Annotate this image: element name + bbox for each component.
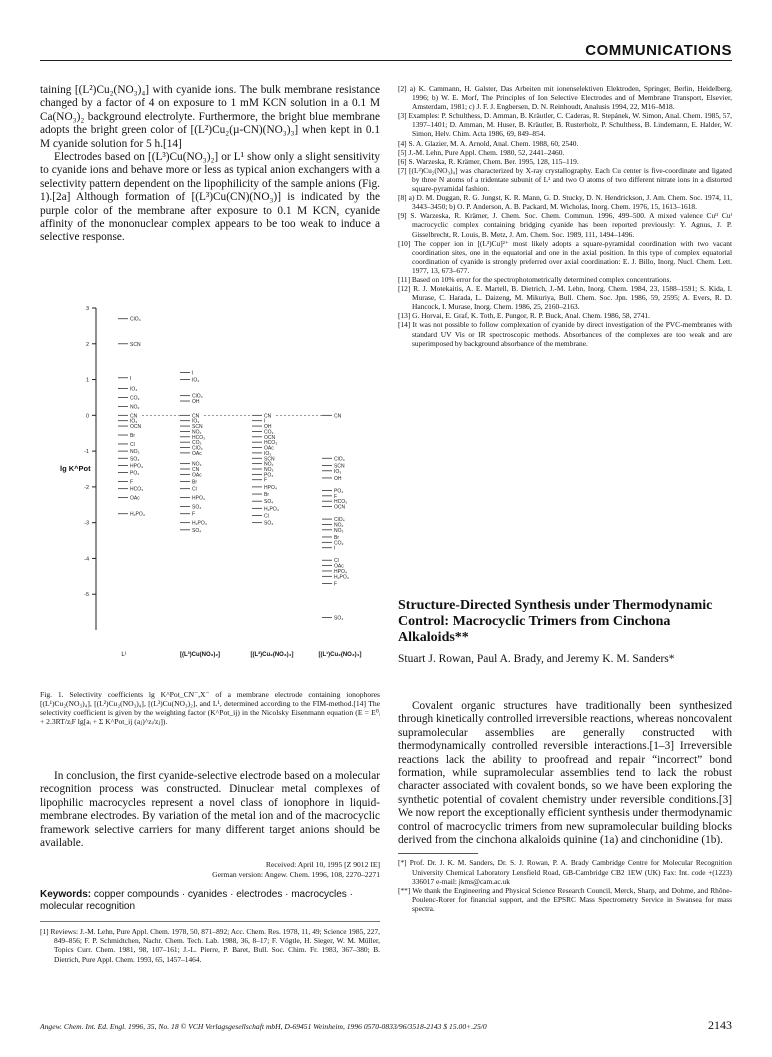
data-point-label: HCO₃: [264, 440, 278, 447]
y-tick-label: -5: [84, 592, 89, 599]
data-point-label: Br: [192, 479, 197, 486]
data-point-label: OAc: [264, 445, 274, 452]
data-point-label: SCN: [334, 463, 345, 470]
data-point-label: HPO₄: [334, 568, 347, 575]
data-point-label: IO₃: [264, 450, 272, 457]
footnote-authors: [*] Prof. Dr. J. K. M. Sanders, Dr. S. J. Rowan, P. A. Brady Cambridge Centre for Molecular Recognition University Chemical Laboratory Lensfield Road, GB-Cambridge CB2 1EW (UK) Fax: Int. code +(1223) 336017 e-mail: jkms@cam.ac.uk: [398, 858, 732, 886]
y-tick-label: -3: [84, 520, 89, 527]
received-date: Received: April 10, 1995 [Z 9012 IE]: [265, 860, 380, 870]
data-point-label: OH: [264, 424, 272, 431]
data-point-label: SCN: [192, 424, 203, 431]
keywords-label: Keywords:: [40, 889, 92, 901]
data-point-label: Br: [130, 433, 135, 440]
y-tick-label: 2: [85, 341, 89, 348]
data-point-label: SO₄: [192, 504, 202, 511]
data-point-label: IO₃: [130, 418, 138, 425]
reference-14: [14] It was not possible to follow complexation of cyanide by direct investigation of the PVC-membranes with standard UV Vis or IR spectroscopic methods. Absorbances of the complexes are too weak and are superimposed by background absorbance of the membrane.: [398, 320, 732, 348]
figure-1-chart: [60, 300, 380, 668]
data-point-label: I: [334, 545, 336, 552]
data-point-label: ClO₄: [334, 517, 345, 524]
left-paragraph-2: Electrodes based on [(L³)Cu(NO₃)₂] or L¹ show only a slight sensitivity to cyanide ions and behave more or less as typical anion exchangers with a selectivity pattern dependent on the lipophilicity of the sample anions (Fig. 1).[2a] Although formation of [(L³)Cu(CN)(NO₃)] is indicated by the purple color of the membrane after exposure to 0.1 M KCN, cyanide affinity of the mononuclear complex appears to be too weak to induce a selective response.: [40, 151, 380, 244]
y-tick-label: -1: [84, 449, 89, 456]
category-label: [(L³)Cu(NO₃)₂]: [179, 652, 221, 658]
left-paragraph-1: taining [(L²)Cu₂(NO₃)₄] with cyanide ions. The bulk membrane resistance changed by a factor of 4 on exposure to 1 mM KCN solution in a 0.1 M Ca(NO₃)₂ background electrolyte. Furthermore, the bright blue membrane adopts the bright green color of [(L²)Cu₂(µ-CN)(NO₃)₃] when kept in 0.1 M cyanide solution for 5 h.[14]: [40, 84, 380, 150]
data-point-label: SCN: [130, 341, 141, 348]
data-point-label: Cl: [130, 441, 135, 448]
keywords-text: copper compounds · cyanides · electrodes · macrocycles · molecular recognition: [40, 889, 353, 913]
reference-8: [8] a) D. M. Duggan, R. G. Jungst, K. R. Mann, G. D. Stucky, D. N. Hendrickson, J. Am. Chem. Soc. 1974, 11, 3443–3450; b) O. P. Anderson, A. B. Packard, M. Wicholas, Inorg. Chem. 1976, 15, 1613–1618.: [398, 193, 732, 212]
reference-12: [12] R. J. Motekaitis, A. E. Martell, B. Dietrich, J.-M. Lehn, Inorg. Chem. 1984, 23, 1588–1591; S. Kida, I. Murase, C. Harada, L. Daizeng, M. Mikuriya, Bull. Chem. Soc. Jpn. 1986, 59, 2595; A. Evers, R. D. Hancock, I. Murase, Inorg. Chem. 1986, 25, 2160–2163.: [398, 284, 732, 312]
data-point-label: ClO₄: [192, 445, 203, 452]
journal-section-header: COMMUNICATIONS: [585, 42, 732, 59]
right-references: [398, 84, 732, 348]
data-point-label: NO₂: [334, 522, 344, 529]
y-tick-label: 3: [85, 306, 89, 312]
data-point-label: NO₃: [334, 527, 344, 534]
article-header: [398, 598, 732, 666]
data-point-label: CN: [334, 413, 342, 420]
category-label: [(L²)Cu₂(NO₃)₄]: [250, 652, 294, 658]
data-point-label: F: [334, 581, 338, 588]
data-point-label: CO₃: [192, 440, 202, 447]
data-point-label: CN: [192, 467, 200, 473]
data-point-label: IO₄: [130, 386, 138, 393]
reference-11: [11] Based on 10% error for the spectrophotometrically determined complex concentrations.: [398, 274, 672, 284]
data-point-label: Cl: [334, 558, 339, 565]
data-point-label: CN: [192, 413, 200, 420]
left-column-lower: [40, 770, 380, 964]
data-point-label: CN: [264, 413, 272, 420]
keywords-line: [40, 889, 380, 913]
data-point-label: ClO₄: [130, 316, 141, 323]
data-point-label: NO₃: [264, 467, 274, 473]
data-point-label: F: [334, 493, 338, 500]
header-rule: [40, 60, 732, 61]
data-point-label: NO₃: [130, 449, 140, 456]
y-tick-label: -2: [84, 484, 89, 491]
data-point-label: OH: [334, 475, 342, 482]
data-point-label: NO₂: [130, 404, 140, 411]
data-point-label: F: [192, 511, 196, 518]
reference-9: [9] S. Warzeska, R. Krämer, J. Chem. Soc. Chem. Commun. 1996, 499–500. A mixed valence Cuᴵᴵ Cuᴵ macrocyclic complex containing bridging cyanide has been reported previously: Y. Agnus, J. P. Gisselbrecht, R. Louis, B. Metz, J. Am. Chem. Soc. 1989, 111, 1494–1496.: [398, 211, 732, 239]
keywords-rule: [40, 921, 380, 922]
data-point-label: HCO₃: [334, 499, 348, 506]
data-point-label: PO₄: [334, 488, 344, 495]
data-point-label: Br: [264, 492, 269, 499]
data-point-label: H₂PO₄: [334, 574, 349, 581]
data-point-label: NO₂: [264, 461, 274, 468]
data-point-label: H₂PO₄: [192, 520, 207, 527]
data-point-label: CO₃: [334, 540, 344, 547]
page-footer-citation: Angew. Chem. Int. Ed. Engl. 1996, 35, No. 18 © VCH Verlagsgesellschaft mbH, D-69451 Weinheim, 1996 0570-0833/96/3518-2143 $ 15.00+.25/0: [40, 1022, 487, 1031]
data-point-label: IO₄: [192, 377, 200, 384]
data-point-label: OCN: [334, 504, 346, 511]
data-point-label: CN: [130, 413, 138, 420]
data-point-label: SCN: [264, 456, 275, 463]
data-point-label: Cl: [264, 513, 269, 520]
data-point-label: NO₂: [192, 429, 202, 436]
y-tick-label: -4: [84, 556, 89, 563]
footnote-acknowledgment: [**] We thank the Engineering and Physical Science Research Council, Merck, Sharp, and Dohme, and Rhône-Poulenc-Rorer for financial support, and the EPSRC Mass Spectrometry Service in Swansea for mass spectra.: [398, 885, 732, 913]
reference-10: [10] The copper ion in [(L³)Cu]²⁺ most likely adopts a square-pyramidal coordination with two vacant coordination sites, one in the equatorial and one in the axial position. In this type of complex equatorial coordination of cyanide is strongly preferred over axial coordination: E. J. Billo, Inorg. Nucl. Chem. Lett. 1977, 13, 673–677.: [398, 238, 732, 275]
reference-6: [6] S. Warzeska, R. Krämer, Chem. Ber. 1995, 128, 115–119.: [398, 156, 579, 166]
category-label: [(L¹)Cu₂(NO₃)₄]: [318, 652, 362, 658]
data-point-label: OAc: [192, 472, 202, 479]
reference-4: [4] S. A. Glazier, M. A. Arnold, Anal. Chem. 1988, 60, 2540.: [398, 138, 579, 148]
data-point-label: SO₄: [192, 527, 202, 534]
data-point-label: PO₄: [130, 470, 140, 477]
left-paragraph-conclusion: In conclusion, the first cyanide-selective electrode based on a molecular recognition process was constructed. Dinuclear metal complexes of lipophilic macrocycles represent a novel class of ionophore in liquid-membrane electrodes. By variation of the metal ion and of the macrocyclic framework selective carriers for many different target anions should be available.: [40, 770, 380, 850]
data-point-label: HCO₃: [130, 486, 144, 493]
data-point-label: Cl: [192, 486, 197, 493]
data-point-label: OCN: [264, 434, 276, 441]
data-point-label: ClO₄: [192, 393, 203, 400]
reference-13: [13] G. Horvai, E. Graf, K. Toth, E. Pungor, R. P. Buck, Anal. Chem. 1986, 58, 2741.: [398, 311, 650, 321]
page-number: 2143: [708, 1018, 732, 1032]
article-title: Structure-Directed Synthesis under Thermodynamic Control: Macrocyclic Trimers from Cinchona Alkaloids**: [398, 598, 713, 645]
footnote-rule: [398, 853, 478, 854]
figure-caption: Fig. 1. Selectivity coefficients lg K^Pot_CN⁻,X⁻ of a membrane electrode containing ionophores [(L¹)Cu₂(NO₃)₄], [(L²)Cu₂(NO₃)₄], [(L³)Cu(NO₃)₂], and L¹, determined according to the FIM-method.[14] The selectivity coefficient is given by the weighting factor (K^Pot_ij) in the Nicolsky Eisenmann equation (E = E⁰ᵢ + 2.3RT/zᵢF lg[aᵢ + Σ K^Pot_ij (aⱼ)^zᵢ/zⱼ]).: [40, 689, 380, 727]
y-axis-label: lg K^Pot: [60, 463, 91, 473]
data-point-label: I: [264, 418, 266, 425]
data-point-label: I: [130, 375, 132, 382]
data-point-label: OAc: [334, 563, 344, 570]
article-body: [398, 700, 732, 913]
data-point-label: HPO₄: [264, 484, 277, 491]
selectivity-chart-svg: [60, 300, 380, 668]
reference-2: [2] a) K. Cammann, H. Galster, Das Arbeiten mit ionenselektiven Elektroden, Springer, Berlin, Heidelberg, 1996; b) W. E. Morf, The Principles of Ion Selective Electrodes and of Membrane Transport, Elsevier, Amsterdam, 1981; c) J. F. J. Engbersen, D. N. Reinhoudt, Analusis 1994, 22, M16–M18.: [398, 84, 732, 112]
data-point-label: H₂PO₄: [264, 506, 279, 513]
data-point-label: H₂PO₄: [130, 511, 145, 518]
data-point-label: HPO₄: [192, 495, 205, 502]
data-point-label: OCN: [130, 424, 142, 431]
data-point-label: Br: [334, 534, 339, 541]
data-point-label: OAc: [130, 495, 140, 502]
reference-1: [1] Reviews: J.-M. Lehn, Pure Appl. Chem. 1978, 50, 871–892; Acc. Chem. Res. 1978, 11, 49; Science 1985, 227, 849–856; F. P. Schmidtchen, Nachr. Chem. Tech. Lab. 1988, 36, 8–17; F. Vögtle, H. Sieger, W. M. Müller, Topics Curr. Chem. 1981, 98, 107–161; J.-L. Pierre, P. Baret, Bull. Soc. Chim. Fr. 1983, 367–380; B. Dietrich, Pure Appl. Chem. 1993, 65, 1457–1464.: [40, 927, 380, 964]
data-point-label: SO₄: [334, 615, 344, 622]
data-point-label: CO₃: [264, 429, 274, 436]
reference-5: [5] J.-M. Lehn, Pure Appl. Chem. 1980, 52, 2441–2460.: [398, 147, 565, 157]
data-point-label: I: [192, 370, 194, 377]
data-point-label: F: [130, 479, 134, 486]
data-point-label: SO₄: [130, 456, 140, 463]
article-body-paragraph: Covalent organic structures have traditionally been synthesized through kinetically controlled irreversible reactions, whereas noncovalent supramolecular assemblies are generally constructed with thermodynamically controlled reversible interactions.[1–3] Irreversible reactions lack the ability to proofread and repair “incorrect” bond formation, while supramolecular assemblies tend to lack the robust character associated with covalent bonds, so we have been exploring the synthetic potential of covalent chemistry under reversible conditions.[3] We now report the exceptionally efficient synthesis under thermodynamic control of macrocyclic trimers from new supramolecular building blocks derived from the cinchona alkaloids quinine (1a) and cinchonidine (1b).: [398, 700, 732, 847]
data-point-label: OAc: [192, 450, 202, 457]
data-point-label: CO₃: [130, 395, 140, 402]
data-point-label: NO₃: [192, 461, 202, 468]
german-version: German version: Angew. Chem. 1996, 108, 2270–2271: [212, 869, 380, 879]
reference-3: [3] Examples: P. Schulthess, D. Amman, B. Kräutler, C. Caderas, R. Stepánek, W. Simon, Anal. Chem. 1985, 57, 1397–1401; D. Amman, M. Huser, B. Kräutler, B. Rusterholz, P. Schulthess, B. Lindemann, E. Halder, W. Simon, Helv. Chim. Acta 1986, 69, 849–854.: [398, 111, 732, 139]
article-authors: Stuart J. Rowan, Paul A. Brady, and Jeremy K. M. Sanders*: [398, 653, 675, 665]
data-point-label: HCO₃: [192, 434, 206, 441]
data-point-label: SO₄: [264, 520, 274, 527]
figure-caption-block: [40, 682, 380, 734]
category-label: L¹: [121, 652, 127, 658]
reference-7: [7] [(L²)Cu₂(NO₃)₄] was characterized by X-ray crystallography. Each Cu center is five-coordinate and ligated by three N atoms of a tridentate subunit of L² and two O atoms of two different nitrate ions in a distorted square-pyramidal fashion.: [398, 165, 732, 194]
data-point-label: IO₃: [334, 468, 342, 475]
data-point-label: PO₄: [264, 472, 274, 479]
data-point-label: OH: [192, 399, 200, 406]
data-point-label: SO₄: [264, 499, 274, 506]
data-point-label: IO₃: [192, 418, 200, 425]
y-tick-label: 0: [85, 413, 89, 420]
data-point-label: F: [264, 477, 268, 484]
left-column: [40, 84, 380, 245]
data-point-label: ClO₄: [334, 456, 345, 463]
y-tick-label: 1: [85, 377, 89, 384]
data-point-label: HPO₄: [130, 463, 143, 470]
